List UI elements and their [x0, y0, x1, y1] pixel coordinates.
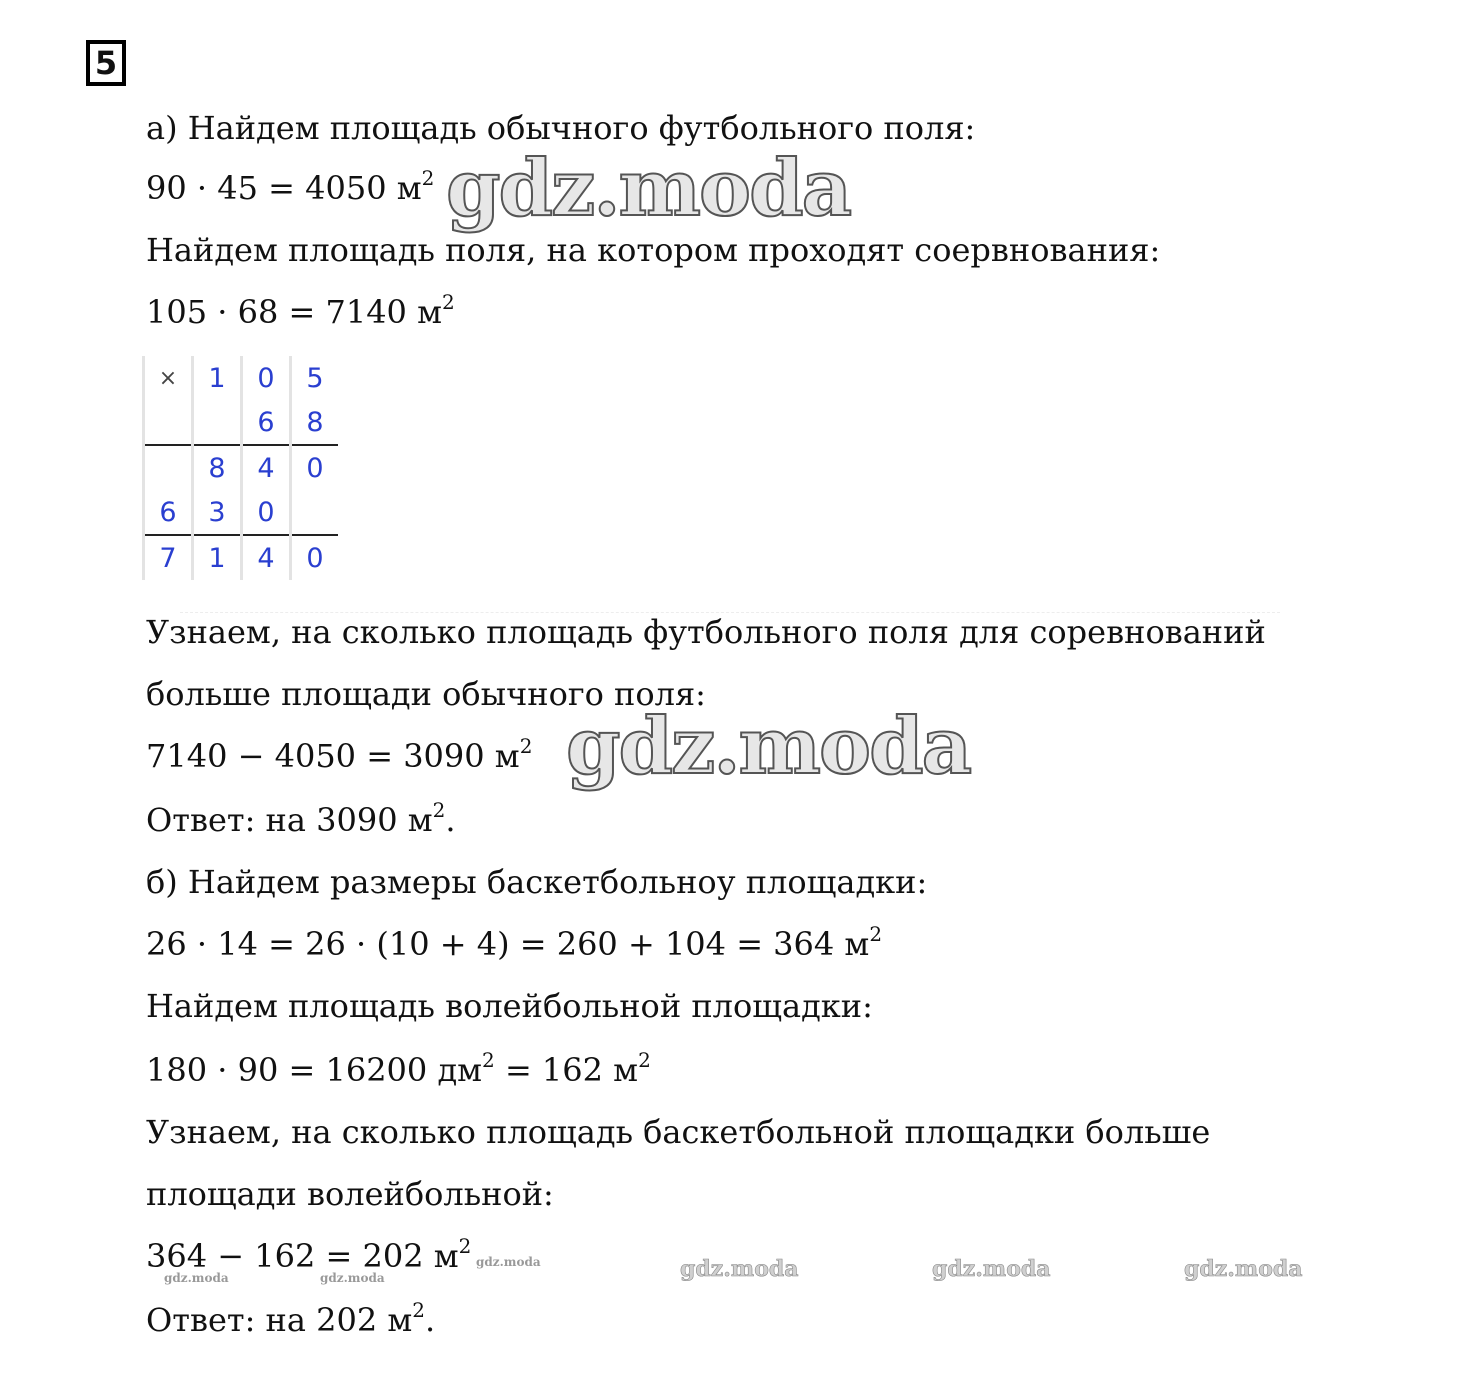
line-7: 7140 − 4050 = 3090 $м^2$ — [146, 734, 533, 775]
line-16: Ответ: на 202 $м^2$. — [146, 1298, 436, 1339]
mult-cell: 6 — [144, 490, 193, 535]
mult-cell: 6 — [242, 400, 291, 445]
watermark-logo: gdz.moda — [446, 143, 851, 234]
line-4: 105 · 68 = 7140 $м^2$ — [146, 290, 455, 331]
multiplication-table — [142, 356, 338, 580]
line-10: 26 · 14 = 26 · (10 + 4) = 260 + 104 = 364 $м^2$ — [146, 922, 883, 963]
mult-cell: 8 — [291, 400, 339, 445]
line-6: больше площади обычного поля: — [146, 675, 706, 713]
watermark-logo: gdz.moda — [476, 1255, 541, 1269]
line-12: 180 · 90 = 16200 $дм^2 = 162$ $м^2$ — [146, 1048, 651, 1089]
mult-cell: 1 — [193, 535, 242, 580]
task-number: 5 — [86, 40, 126, 86]
mult-cell: 1 — [193, 356, 242, 400]
line-1: а) Найдем площадь обычного футбольного поля: — [146, 109, 976, 147]
line-3: Найдем площадь поля, на котором проходят соервнования: — [146, 231, 1161, 269]
mult-row-3 — [144, 445, 339, 490]
mult-sign: × — [144, 356, 193, 400]
mult-cell — [291, 490, 339, 535]
mult-cell — [144, 445, 193, 490]
line-13: Узнаем, на сколько площадь баскетбольной площадки больше — [146, 1113, 1211, 1151]
mult-cell: 5 — [291, 356, 339, 400]
line-14: площади волейбольной: — [146, 1175, 554, 1213]
line-15: 364 − 162 = 202 $м^2$ — [146, 1234, 472, 1275]
mult-row-4 — [144, 490, 339, 535]
line-8: Ответ: на 3090 $м^2$. — [146, 798, 456, 839]
watermark-logo: gdz.moda — [932, 1256, 1051, 1282]
watermark-logo: gdz.moda — [320, 1271, 385, 1285]
mult-cell: 0 — [291, 445, 339, 490]
line-11: Найдем площадь волейбольной площадки: — [146, 987, 873, 1025]
mult-cell — [144, 400, 193, 445]
watermark-logo: gdz.moda — [566, 701, 971, 792]
mult-row-2 — [144, 400, 339, 445]
line-2: 90 · 45 = 4050 $м^2$ — [146, 166, 435, 207]
line-9: б) Найдем размеры баскетбольноу площадки: — [146, 863, 928, 901]
watermark-logo: gdz.moda — [164, 1271, 229, 1285]
mult-cell: 0 — [242, 356, 291, 400]
mult-cell: 4 — [242, 535, 291, 580]
mult-row-1 — [144, 356, 339, 400]
mult-cell: 0 — [291, 535, 339, 580]
watermark-logo: gdz.moda — [1184, 1256, 1303, 1282]
line-5: Узнаем, на сколько площадь футбольного поля для соревнований — [146, 613, 1266, 651]
mult-cell: 0 — [242, 490, 291, 535]
mult-cell: 8 — [193, 445, 242, 490]
mult-cell — [193, 400, 242, 445]
watermark-logo: gdz.moda — [680, 1256, 799, 1282]
mult-cell: 7 — [144, 535, 193, 580]
mult-row-5 — [144, 535, 339, 580]
mult-cell: 3 — [193, 490, 242, 535]
mult-cell: 4 — [242, 445, 291, 490]
